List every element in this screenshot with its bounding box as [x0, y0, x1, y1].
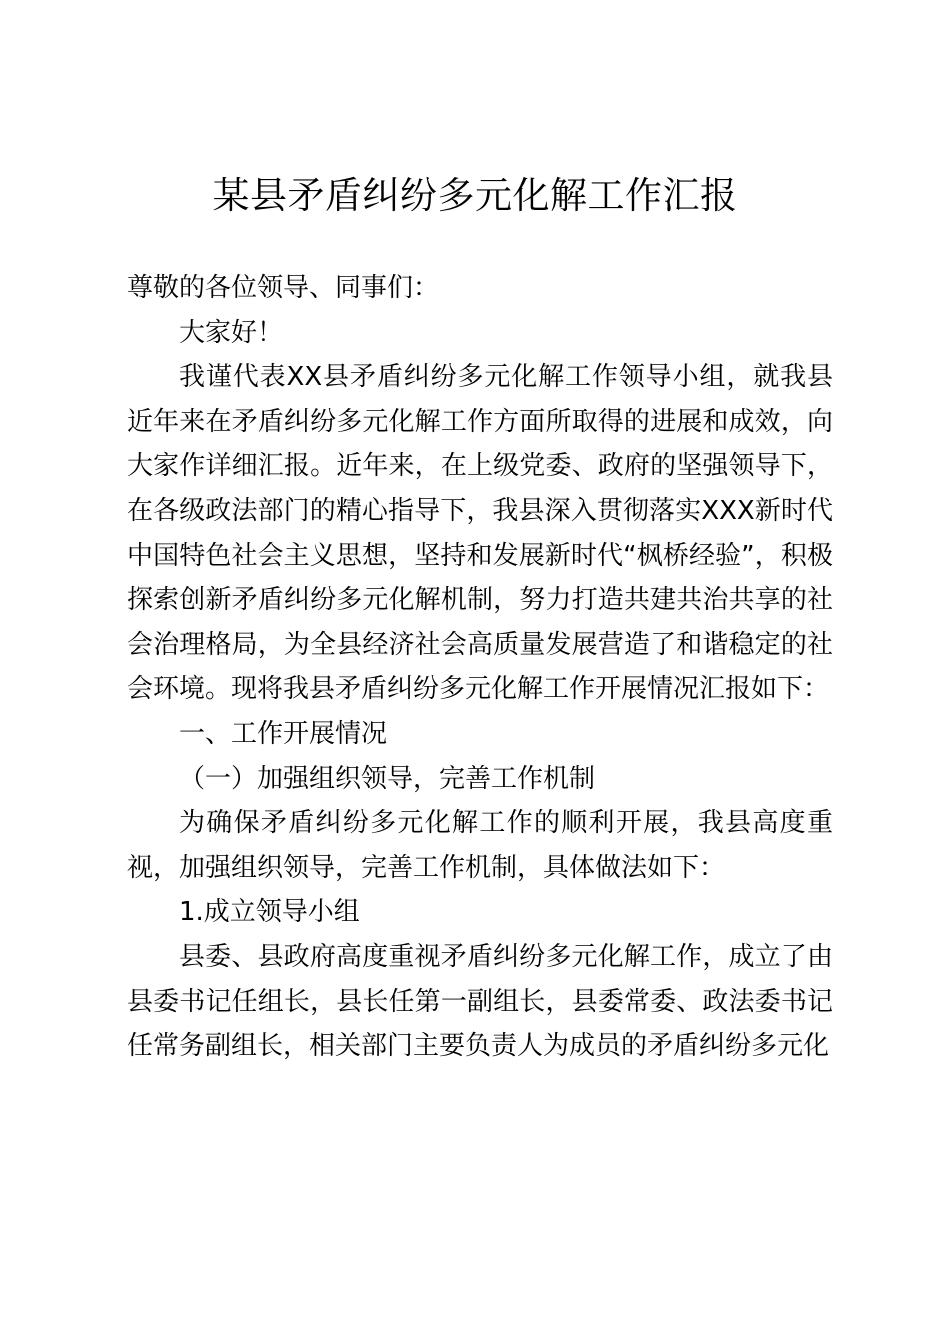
item-paragraph: 县委、县政府高度重视矛盾纠纷多元化解工作，成立了由县委书记任组长，县长任第一副组长，县委常委、政法委书记任常务副组长，相关部门主要负责人为成员的矛盾纠纷多元化	[127, 941, 833, 1062]
document-title: 某县矛盾纠纷多元化解工作汇报	[212, 174, 738, 217]
intro-paragraph: 我谨代表XX县矛盾纠纷多元化解工作领导小组，就我县近年来在矛盾纠纷多元化解工作方面所取得的进展和成效，向大家作详细汇报。近年来，在上级党委、政府的坚强领导下，在各级政法部门的精心指导下，我县深入贯彻落实XXX新时代中国特色社会主义思想，坚持和发展新时代“枫桥经验”，积极探索创新矛盾纠纷多元化解机制，努力打造共建共治共享的社会治理格局，为全县经济社会高质量发展营造了和谐稳定的社会环境。现将我县矛盾纠纷多元化解工作开展情况汇报如下：	[127, 362, 833, 705]
greeting: 大家好！	[179, 317, 284, 348]
section-heading: 一、工作开展情况	[179, 718, 388, 749]
salutation: 尊敬的各位领导、同事们：	[127, 273, 440, 303]
item-heading: 1.成立领导小组	[179, 897, 360, 928]
subsection-heading: （一）加强组织领导，完善工作机制	[179, 763, 596, 794]
document-body	[127, 266, 833, 1069]
subsection-paragraph: 为确保矛盾纠纷多元化解工作的顺利开展，我县高度重视，加强组织领导，完善工作机制，具体做法如下：	[127, 808, 833, 883]
